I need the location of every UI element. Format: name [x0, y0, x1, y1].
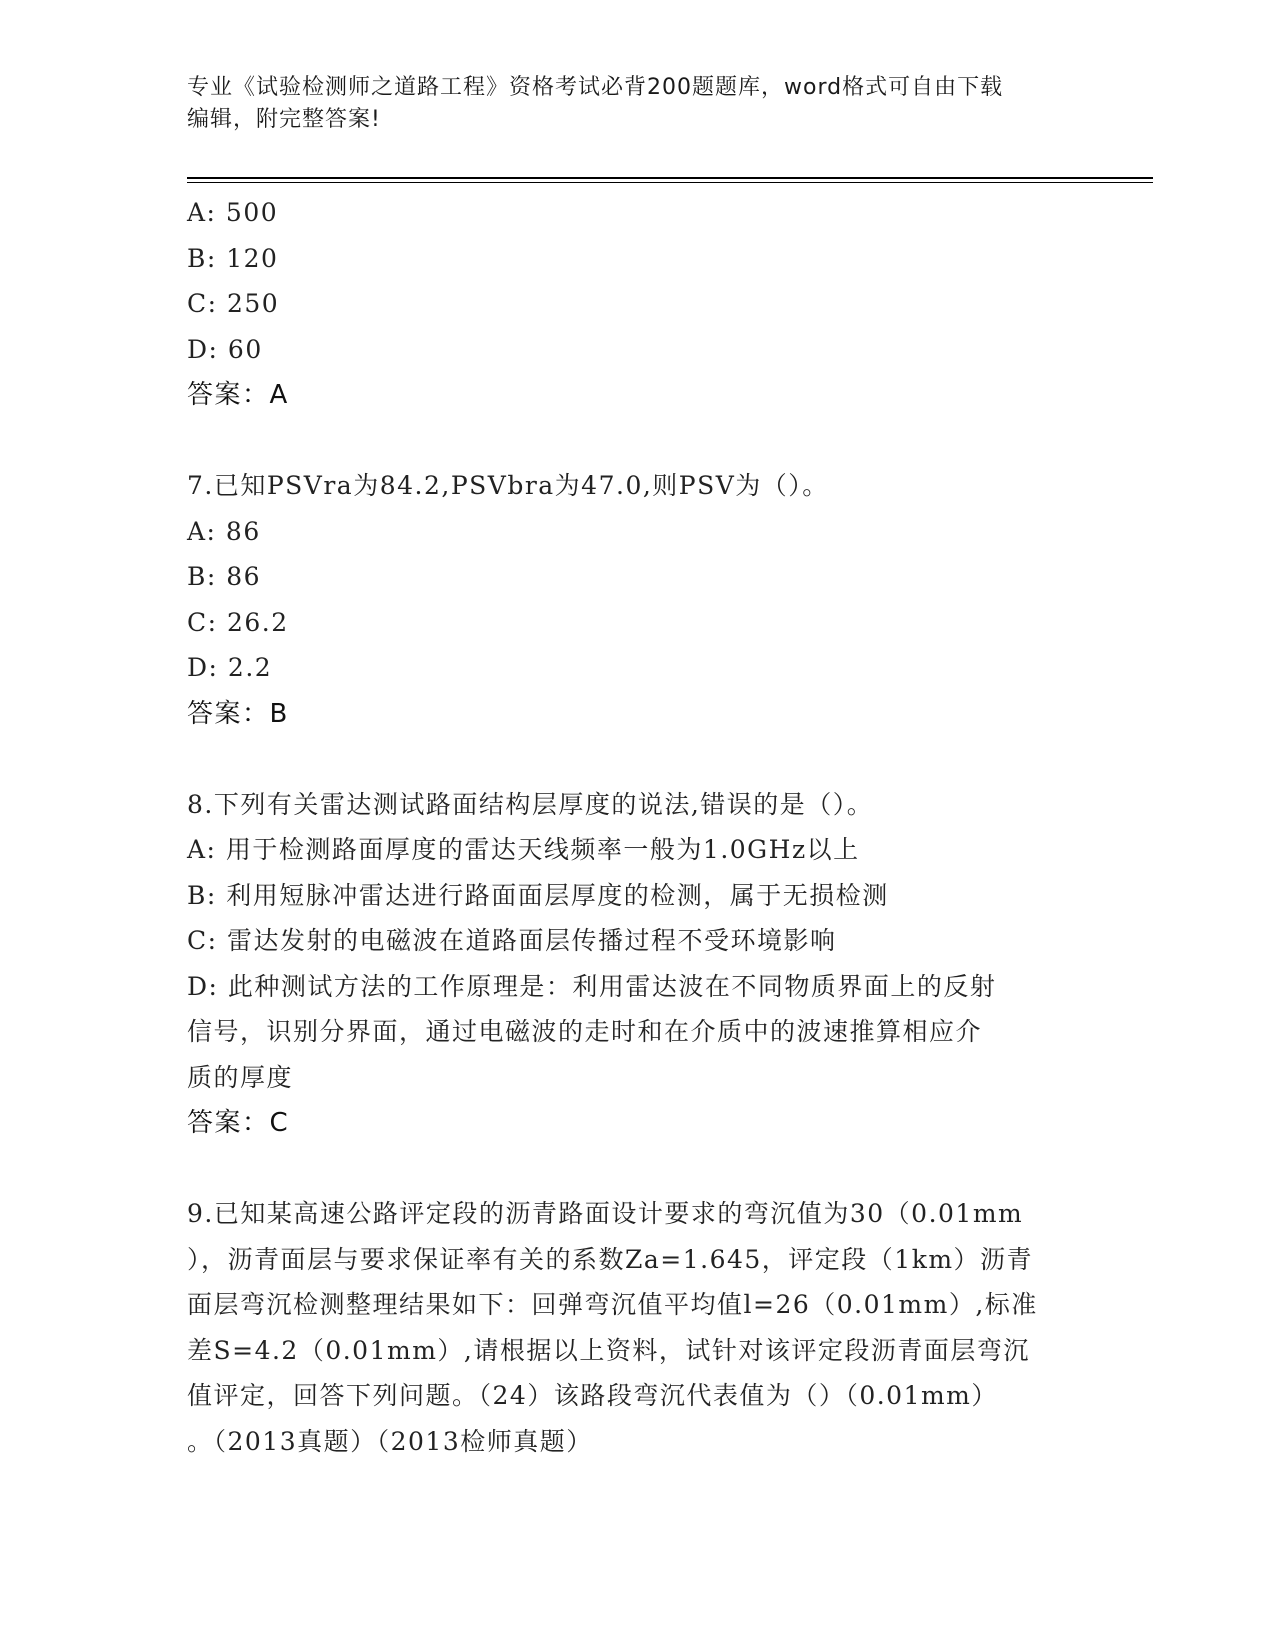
question-stem: 差S=4.2（0.01mm）,请根据以上资料，试针对该评定段沥青面层弯沉	[187, 1335, 1030, 1365]
option-b: B: 利用短脉冲雷达进行路面面层厚度的检测，属于无损检测	[187, 880, 889, 910]
option-d: D: 60	[187, 334, 263, 364]
answer-line: 答案：C	[187, 1108, 290, 1138]
question-stem: 7.已知PSVra为84.2,PSVbra为47.0,则PSV为（）。	[187, 471, 829, 500]
option-a: A: 86	[187, 516, 261, 546]
spacer	[187, 1146, 1087, 1191]
option-d: D: 此种测试方法的工作原理是：利用雷达波在不同物质界面上的反射	[187, 971, 997, 1001]
answer-line: 答案：B	[187, 698, 289, 729]
option-a: A: 用于检测路面厚度的雷达天线频率一般为1.0GHz以上	[187, 835, 860, 864]
question-stem: 9.已知某高速公路评定段的沥青路面设计要求的弯沉值为30（0.01mm	[187, 1199, 1024, 1228]
question-stem: 8.下列有关雷达测试路面结构层厚度的说法,错误的是（）。	[187, 789, 874, 819]
option-d-continued: 信号，识别分界面，通过电磁波的走时和在介质中的波速推算相应介	[187, 1017, 983, 1046]
option-d-continued: 质的厚度	[187, 1062, 294, 1092]
document-header	[187, 72, 1087, 136]
header-line-2: 编辑，附完整答案!	[187, 107, 381, 132]
question-stem: 值评定，回答下列问题。（24）该路段弯沉代表值为（）（0.01mm）	[187, 1381, 998, 1410]
question-block	[187, 1191, 1087, 1464]
spacer	[187, 418, 1087, 463]
question-stem: 。（2013真题）（2013检师真题）	[187, 1426, 593, 1456]
option-c: C: 雷达发射的电磁波在道路面层传播过程不受环境影响	[187, 926, 837, 955]
header-divider-thick	[187, 177, 1153, 179]
option-c: C: 26.2	[187, 607, 289, 637]
option-a: A: 500	[187, 198, 279, 227]
question-block	[187, 782, 1087, 1147]
option-b: B: 120	[187, 243, 279, 273]
question-block	[187, 463, 1087, 737]
header-line-1: 专业《试验检测师之道路工程》资格考试必背200题题库，word格式可自由下载	[187, 75, 1004, 100]
question-list	[187, 190, 1087, 1464]
header-divider-thin	[187, 182, 1153, 183]
option-d: D: 2.2	[187, 653, 273, 682]
option-b: B: 86	[187, 562, 262, 591]
question-stem: ），沥青面层与要求保证率有关的系数Za=1.645，评定段（1km）沥青	[187, 1244, 1034, 1274]
question-block	[187, 190, 1087, 418]
answer-line: 答案：A	[187, 380, 289, 410]
option-c: C: 250	[187, 289, 280, 318]
spacer	[187, 737, 1087, 782]
question-stem: 面层弯沉检测整理结果如下：回弹弯沉值平均值l=26（0.01mm）,标准	[187, 1290, 1038, 1319]
